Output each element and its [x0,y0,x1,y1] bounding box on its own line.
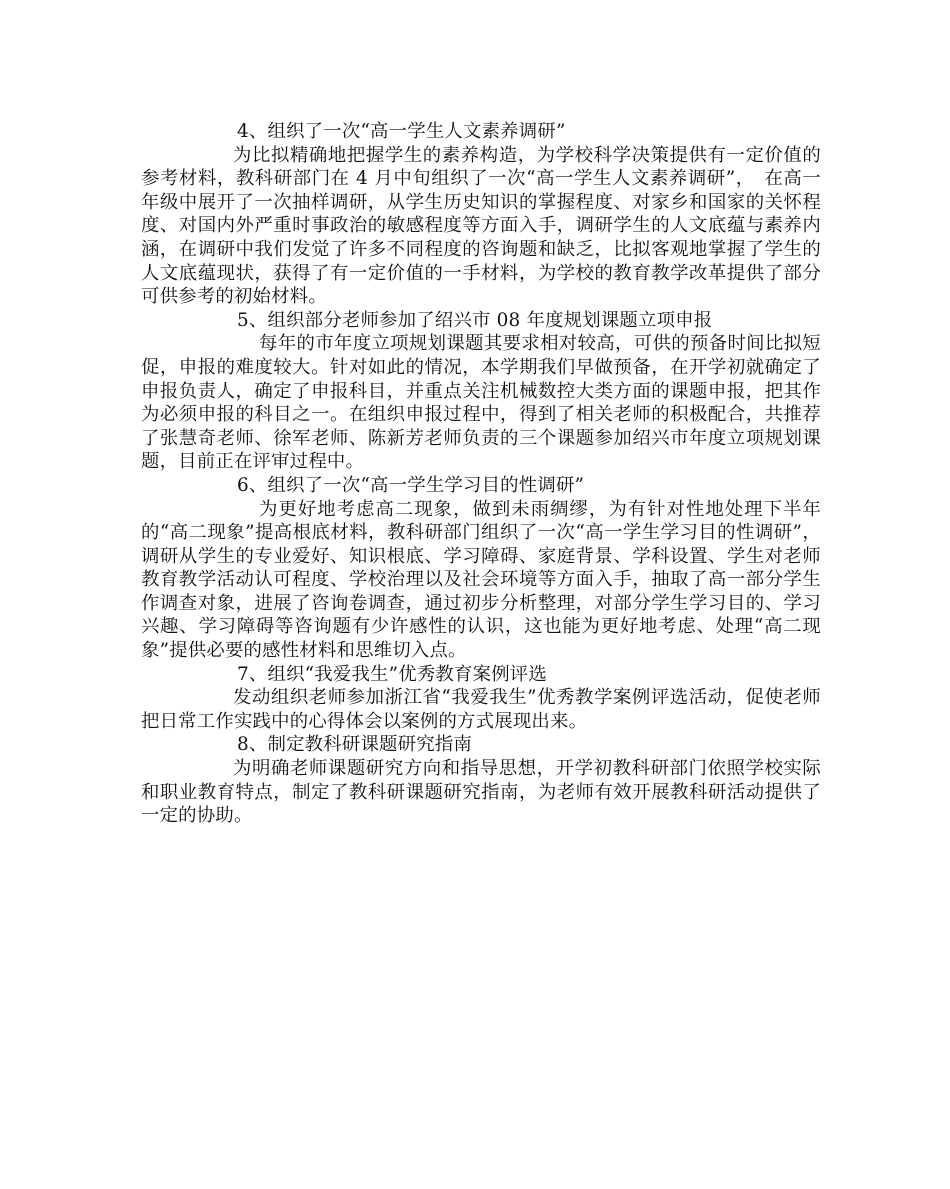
section-body-7: 发动组织老师参加浙江省“我爱我生”优秀教学案例评选活动，促使老师把日常工作实践中的心得体会以案例的方式展现出来。 [141,687,821,732]
document-page [141,120,821,828]
section-heading-5: 5、组织部分老师参加了绍兴市 08 年度规划课题立项申报 [237,309,713,331]
section-heading-6: 6、组织了一次“高一学生学习目的性调研” [237,474,585,496]
section-heading-4: 4、组织了一次“高一学生人文素养调研” [237,121,566,142]
section-heading-8: 8、制定教科研课题研究指南 [237,734,472,756]
section-body-6: 为更好地考虑高二现象，做到未雨绸缪，为有针对性地处理下半年的“高二现象”提高根底材料，教科研部门组织了一次“高一学生学习目的性调研”，调研从学生的专业爱好、知识根底、学习障碍、家庭背景、学科设置、学生对老师教育教学活动认可程度、学校治理以及社会环境等方面入手，抽取了高一部分学生作调查对象，进展了咨询卷调查，通过初步分析整理，对部分学生学习目的、学习兴趣、学习障碍等咨询题有少许感性的认识，这也能为更好地考虑、处理“高二现象”提供必要的感性材料和思维切入点。 [141,498,821,662]
section-heading-7: 7、组织“我爱我生”优秀教育案例评选 [237,663,547,685]
section-body-4: 为比拟精确地把握学生的素养构造，为学校科学决策提供有一定价值的参考材料，教科研部门在 4 月中旬组织了一次“高一学生人文素养调研”， 在高一年级中展开了一次抽样调研，从学生历史知识的掌握程度、对家乡和国家的关怀程度、对国内外严重时事政治的敏感程度等方面入手，调研学生的人文底蕴与素养内涵，在调研中我们发觉了许多不同程度的咨询题和缺乏，比拟客观地掌握了学生的人文底蕴现状，获得了有一定价值的一手材料，为学校的教育教学改革提供了部分可供参考的初始材料。 [141,144,821,308]
section-body-8: 为明确老师课题研究方向和指导思想，开学初教科研部门依照学校实际和职业教育特点，制定了教科研课题研究指南，为老师有效开展教科研活动提供了一定的协助。 [141,758,821,827]
section-body-5: 每年的市年度立项规划课题其要求相对较高，可供的预备时间比拟短促，申报的难度较大。针对如此的情况，本学期我们早做预备，在开学初就确定了申报负责人，确定了申报科目，并重点关注机械数控大类方面的课题申报，把其作为必须申报的科目之一。在组织申报过程中，得到了相关老师的积极配合，共推荐了张慧奇老师、徐军老师、陈新芳老师负责的三个课题参加绍兴市年度立项规划课题，目前正在评审过程中。 [141,333,821,473]
